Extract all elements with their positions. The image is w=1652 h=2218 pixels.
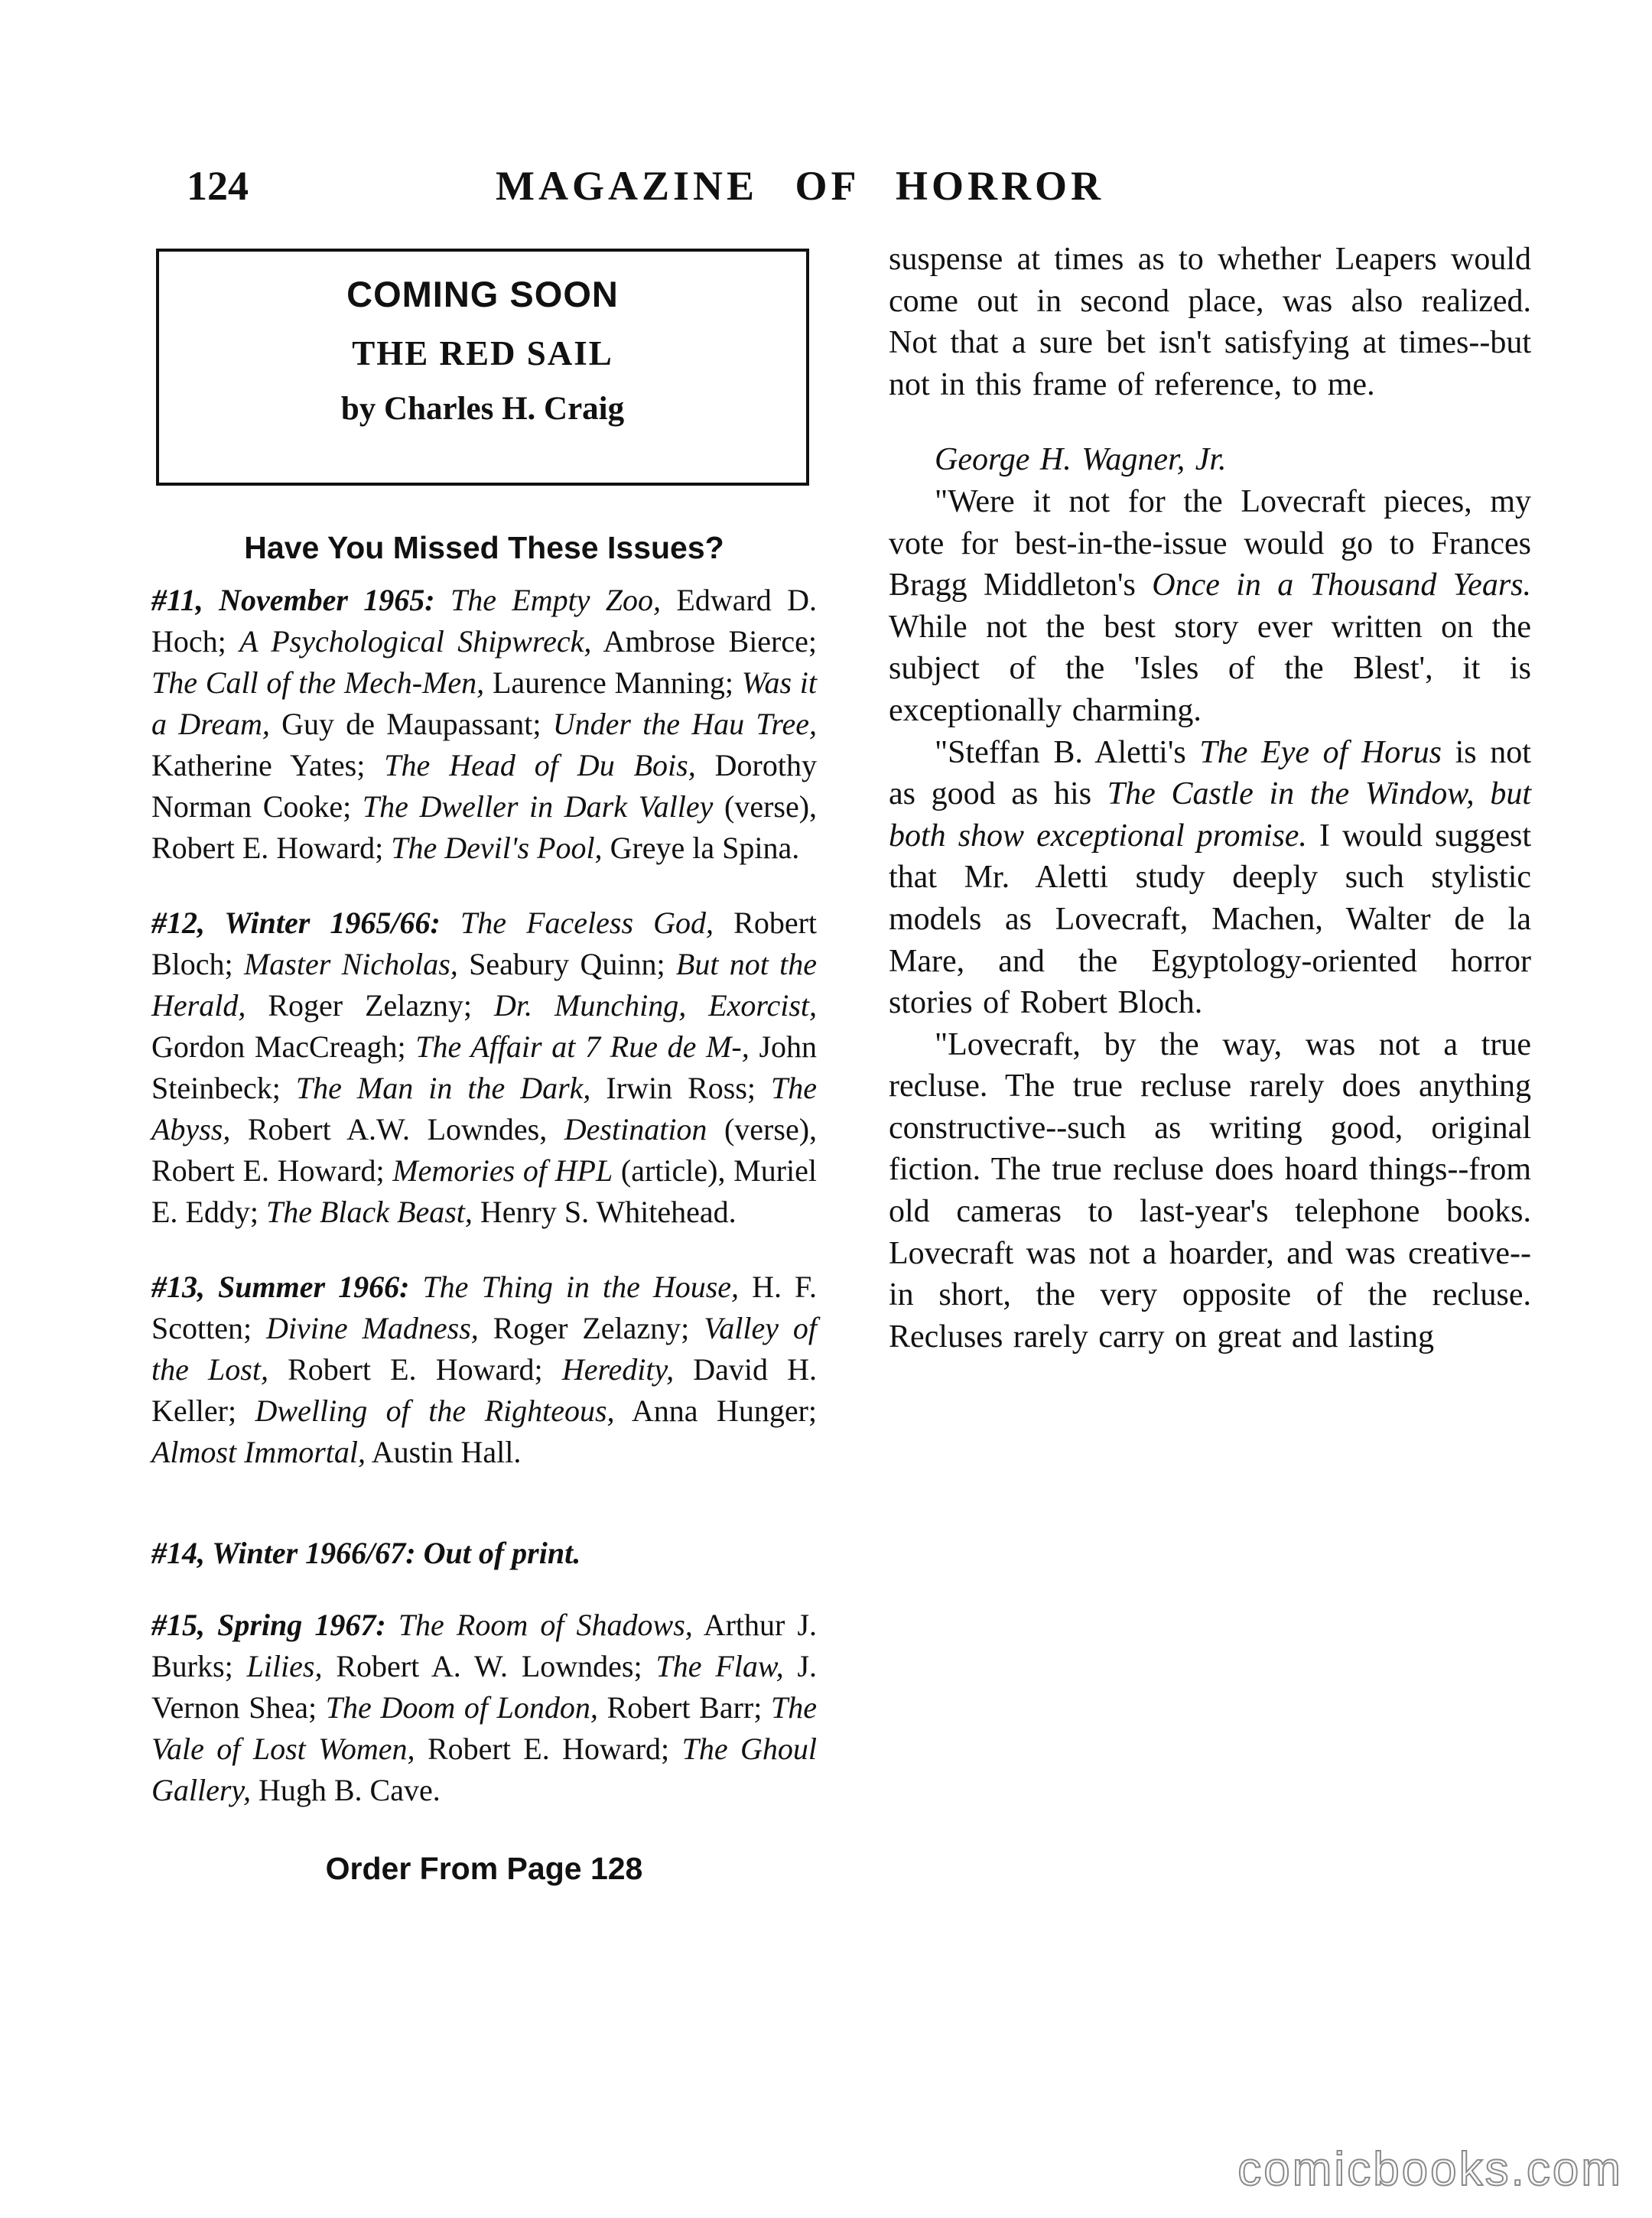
story-title: Divine Madness, [266,1311,479,1345]
issue-label: #15, Spring 1967: [151,1608,386,1642]
story-author: (article), Muriel E. Eddy; [151,1153,818,1229]
italic-span: Once in a Thousand Years. [1152,568,1532,603]
back-issues-heading: Have You Missed These Issues? [244,530,724,565]
story-author: Ambrose Bierce; [603,624,817,659]
issue-label: #12, Winter 1965/66: [151,906,441,940]
italic-span: The Castle in the Window, but both show exceptional promise. [889,776,1531,854]
story-author: (verse), Robert E. Howard; [151,789,818,865]
letter-paragraph: "Lovecraft, by the way, was not a true recluse. The true recluse rarely does anything constructive--such as writing good, original fiction. The true recluse does hoard things--from old cameras to last-year's telephone books. Lovecraft was not a hoarder, and was creative--in short, the very opposite of the recluse. Recluses rarely carry on great and lasting [889,1026,1531,1355]
coming-soon-box [156,249,809,486]
story-title: Was it a Dream, [151,665,818,741]
watermark-logo: comicbooks.com [1237,2143,1623,2196]
story-author: Gordon MacCreagh; [151,1029,406,1064]
letter-paragraph [889,439,1531,481]
story-author: H. F. Scotten; [151,1270,818,1345]
story-author: Guy de Maupassant; [281,707,541,741]
story-author: Roger Zelazny; [268,988,472,1023]
issue-entry [151,1267,817,1473]
italic-span: The Eye of Horus [1199,734,1442,770]
letter-paragraph: suspense at times as to whether Leapers would come out in second place, was also realized. Not that a sure bet isn't satisfying at times--but not in this frame of reference, to me. [889,242,1531,402]
issue-label: #14, Winter 1966/67: Out of print. [151,1536,581,1570]
story-title: Dwelling of the Righteous, [255,1394,615,1428]
coming-soon-story: THE RED SAIL [352,334,613,372]
story-author: Arthur J. Burks; [151,1608,818,1683]
story-title: The Ghoul Gallery, [151,1732,818,1807]
story-author: Katherine Yates; [151,748,366,782]
story-author: Robert E. Howard; [288,1352,543,1387]
story-title: The Man in the Dark, [295,1071,591,1105]
page-header [187,162,1472,216]
story-author: Robert Barr; [606,1690,763,1725]
story-title: But not the Herald, [151,947,818,1023]
issue-entry [151,902,817,1233]
story-title: The Dweller in Dark Valley [362,789,714,824]
story-author: Laurence Manning; [492,665,734,700]
coming-soon-author: by Charles H. Craig [340,391,625,427]
story-title: Valley of the Lost, [151,1311,817,1387]
story-author: Austin Hall. [371,1435,522,1469]
story-author: J. Vernon Shea; [151,1649,818,1725]
story-author: David H. Keller; [151,1352,818,1428]
story-title: Under the Hau Tree, [552,707,818,741]
issue-label: #11, November 1965: [151,583,435,617]
story-title: The Call of the Mech-Men, [151,665,485,700]
story-title: The Empty Zoo, [450,583,662,617]
issue-entry [151,1533,817,1574]
story-title: The Affair at 7 Rue de M-, [415,1029,750,1064]
story-author: Edward D. Hoch; [151,583,818,659]
order-line: Order From Page 128 [325,1851,643,1886]
left-column [151,249,817,1887]
story-title: The Vale of Lost Women, [151,1690,818,1766]
story-author: Seabury Quinn; [469,947,665,981]
letter-paragraph: "Steffan B. Aletti's The Eye of Horus is not as good as his The Castle in the Window, but both show exceptional promise. I would suggest that Mr. Aletti study deeply such stylistic models as Lovecraft, Machen, Walter de la Mare, and the Egyptology-oriented horror stories of Robert Bloch. [889,734,1531,1021]
story-title: Dr. Munching, Exorcist, [494,988,818,1023]
page-number: 124 [187,163,249,209]
story-author: Robert Bloch; [151,906,818,981]
story-author: Henry S. Whitehead. [480,1195,737,1229]
story-author: Roger Zelazny; [493,1311,690,1345]
story-title: The Room of Shadows, [398,1608,693,1642]
story-title: The Black Beast, [265,1195,473,1229]
story-author: Anna Hunger; [631,1394,818,1428]
story-title: Heredity, [561,1352,675,1387]
italic-span: George H. Wagner, Jr. [935,442,1227,478]
story-title: Master Nicholas, [243,947,458,981]
story-title: Almost Immortal, [151,1435,366,1469]
story-title: Memories of HPL [392,1153,613,1188]
story-author: Irwin Ross; [606,1071,756,1105]
issue-entry [151,1605,817,1811]
back-issues-list [151,580,817,1811]
story-author: Greye la Spina. [610,831,800,865]
story-author: Robert E. Howard; [427,1732,670,1766]
story-title: Destination [564,1112,707,1146]
story-title: The Thing in the House, [422,1270,740,1304]
story-title: The Head of Du Bois, [384,748,696,782]
story-author: Robert A.W. Lowndes, [247,1112,548,1146]
story-author: Hugh B. Cave. [258,1773,441,1807]
magazine-title: MAGAZINE OF HORROR [496,163,1104,209]
coming-soon-heading: COMING SOON [346,274,619,314]
story-author: Robert A. W. Lowndes; [336,1649,642,1683]
story-title: The Devil's Pool, [391,831,603,865]
story-author: (verse), Robert E. Howard; [151,1112,818,1188]
issue-label: #13, Summer 1966: [151,1270,410,1304]
story-title: The Flaw, [655,1649,784,1683]
story-title: The Doom of London, [325,1690,598,1725]
issue-entry [151,580,817,869]
letter-paragraph: "Were it not for the Lovecraft pieces, my vote for best-in-the-issue would go to Frances Bragg Middleton's Once in a Thousand Years. While not the best story ever written on the subject of the 'Isles of the Blest', it is exceptionally charming. [889,483,1532,728]
story-title: The Abyss, [151,1071,818,1146]
story-title: The Faceless God, [460,906,714,940]
story-author: Dorothy Norman Cooke; [151,748,817,824]
story-title: A Psychological Shipwreck, [239,624,592,659]
story-title: Lilies, [246,1649,323,1683]
story-author: John Steinbeck; [151,1029,818,1105]
right-column [889,239,1531,1358]
